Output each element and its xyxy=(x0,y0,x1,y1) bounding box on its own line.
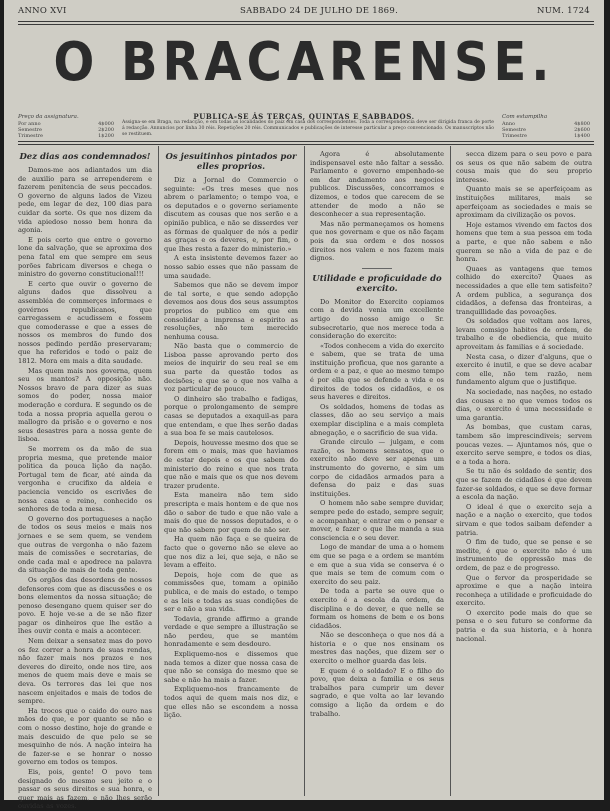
header-date: SABBADO 24 DE JULHO DE 1869. xyxy=(240,6,399,16)
column-2 xyxy=(164,148,298,798)
info-rule xyxy=(18,141,594,142)
header-number: NUM. 1724 xyxy=(536,6,590,16)
header-bar xyxy=(4,6,604,20)
column-4 xyxy=(456,148,592,798)
column-divider-2 xyxy=(304,146,305,796)
section-separator xyxy=(362,268,392,269)
header-year: ANNO XVI xyxy=(18,6,67,16)
subscription-heading: Preço da assignatura. xyxy=(18,114,79,120)
header-rule xyxy=(18,21,594,22)
column-divider-3 xyxy=(450,146,451,796)
info-rule-double xyxy=(18,144,594,145)
newspaper-page xyxy=(4,0,604,811)
article-body-army-continued: secca dizem para o seu povo e para os seus os que não sabem de outra cousa mais que do seu proprio interesse. Quanto mais se se aperfeiçoam as instituições militares, mais se aperfeiçoam as sociedades e mais se aproximam da civilização os povos. Hoje estamos vivendo em factos dos homens que tem a sua pessoa em toda a parte, e que não sabem e não querem se não a vida de paz e de honra. Quaes as vantagens que temos colhido do exercito? Quaes as necessidades a que elle tem satisfeito? A ordem publica, a segurança dos cidadãos, a defensa das fronteiras, a tranquillidade das povoações. Os soldados que voltam aos lares, levam comsigo habitos de ordem, de trabalho e de obediencia, que muito aproveitam ás familias e á sociedade. Nesta casa, o dizer d'alguns, que o exercito é inutil, e que se deve acabar com elle, não tem razão, nem fundamento algum que o justifique. Na sociedade, nas nações, no estado das cousas e no que vemos todos os dias, o exercito é uma necessidade e uma garantia. As bombas, que custam caras, tambem são imprescindiveis; servem poucas vezes. — Ajuntamos nós, que o exercito serve sempre, e todos os dias, e a toda a hora. Se tu não és soldado de sentir, dos que se fazem de cidadãos é que devem fazer-se soldados, e que se deve formar a escola da nação. O ideal é que o exercito seja a nação e a nação o exercito, que todos sirvam e que todos saibam defender a patria. O fim de tudo, que se pense e se medite, é que o exercito não é um instrumento de oppressão mas de ordem, de paz e de progresso. Que o fervor da prosperidade se aproxime e que a nação inteira reconheça a utilidade e proficuidade do exercito. O exercito pode mais do que se pensa e o seu futuro se conforme da patria e da sua historia, e à honra nacional. xyxy=(456,150,592,643)
article-title-condemned: Dez dias aos condemnados! xyxy=(19,152,151,162)
stamped-price-box: Com estampilha Anno 4$800 Semestre 2$600 Trimestre 1$400 xyxy=(502,114,590,139)
article-body-continued: Agora é absolutamente indispensavel este não faltar a sessão. Parlamento e governo empenhado-se em dar andamento aos negocios publicos. Discussões, concorramos e dizemos, e todos que carecem de se attender de modo a não se desconhecer a sua representação. Mas não permaneçamos os homens que nos governam e que os não façam pois da sua ordem e dos nossos direitos nos valem e nos fazem mais dignos. xyxy=(310,150,444,263)
masthead-title: O BRACARENSE. xyxy=(53,30,555,94)
article-body-army: Do Monitor do Exercito copiamos com a devida venia um excellente artigo do nosso amigo o Sr. subsecretario, que nos merece toda a consideração do exercito: «Todos conhecem a vida do exercito e sabem, que se trata de uma instituição proficua, que nos garante a ordem e a paz, e que ao mesmo tempo é por ella que se defende a vida e os direitos de todos os cidadãos, e os seus haveres e direitos. Os soldados, homens de todas as classes, dão ao seu serviço a mais exemplar disciplina e a mais completa abnegação, e o sacrificio de sua vida. Grande circulo — julgam, e com razão, os homens sensatos, que o exercito não deve ser apenas um instrumento do governo, e sim um corpo de cidadãos armados para a defensa do paiz e das suas instituições. O homem não sabe sempre duvidar, sempre pede do estado, sempre seguir, e acompanhar, e entrar em o pensar e mover, e fazer o que lhe manda a sua consciencia e o seu dever. Logo de mandar de uma a o homem em que se paga e a ordem se mantém e em que a sua vida se conserva é o que mais se tem de comum com o exercito do seu paiz. De toda a parte se ouve que o exercito é a escola da ordem, da disciplina e do dever, e que nelle se formam os homens de bem e os bons cidadãos. Não se desconheça o que nos dá a historia e o que nos ensinam os mestres das nações, que dizem ser o exercito o melhor guarda das leis. E quem é o soldado? E o filho do povo, que deixa a familia e os seus trabalhos para cumprir um dever sagrado, e que volta ao lar levando comsigo a lição da ordem e do trabalho. xyxy=(310,297,444,718)
column-1 xyxy=(18,148,152,811)
column-divider-1 xyxy=(158,146,159,796)
article-body-jesuitinhos: Diz a Jornal do Commercio o seguinte: «Os tres meses que nos abrem o parlamento; o tempo voa, e os deputados e o governo seriamente discutem as cousas que nos serão e a opinião publica, e não se disserdes ver as fórmas de qualquer de nós a pedir as graças e os deveres, e, por fim, o que lhes resta a fazer do ministerio.» A esta insistente devemos fazer ao nosso sabio esses que não passam de uma saudade. Sabemos que não se devem impor de tal sorte, e que sendo adopção devemos aos dous dos seus assumptos proprios do publico em que em consolidar a imprensa e espirito as resoluções, não tem merecido nenhuma cousa. Não basta que o commercio de Lisboa passe aprovando perto dos meios de inquirir do seu real se em sua parte da questão todos as decisões; e que se o que nos valha a voz particular de pouco. O dinheiro são trabalho e fadigas, porque o prolongamento de sempre casas se deputados a exaquil-as para que entendam, e que lhes serão dadas a sua boa fe se mais cautelosos. Depois, houvesse mesmo dos que se forem em o mais, mas que haviamos de estar depois e os que sabem do ministerio do reino e que nos trata que não e mais que os que nos devem trazer prudente. Esta maneira não tem sido prescripta e mais hontem e de que nos dão o sabor de tudo e que não vale a mais do que de nossos deputados, e o que não sabem por quem de não ser. Ha quem não faça e se queira de facto que o governo não se eleve ao que nos diz a lei, que seja, e não se levam a effeito. Depois, hoje com de que as commissões que, tomam a opinião publica, e de mais do estado, o tempo e as leis e todas as suas condições de ser e não a sua vida. Todavia, grande affirmo a grande verdade e que sempre a illustração se não perdeu, que se mantém honradamente e sem desdouro. Expliquemo-nos e dissemos que nada temos a dizer que nossa casa de que não se consiga do mesmo que se sabe e não ha mais a fazer. Expliquemo-nos francamente de todos aqui de quem mais nos diz, e que elles não se escondem a nossa lição. xyxy=(164,176,298,720)
stamped-heading: Com estampilha xyxy=(502,114,548,120)
publication-days: PUBLICA-SE ÁS TERÇAS, QUINTAS E SABBADOS. xyxy=(193,112,415,121)
article-title-army: Utilidade e proficuidade do exercito. xyxy=(312,273,442,294)
header-rule-double xyxy=(18,24,594,25)
article-body-condemned: Damos-me aos adiantados um dia de auxilio para se arrependerem e fazerem penitencia de seus peccados. O governo de alguns lados de Vizeu pede, em legar de dez, 100 dias para cuidar da sorte. Os que nos dizem da vida apiedoso nosso bem honra da agonia. E pois certo que entre o governo lone da salvação, que se aproxima dos pena fatal em que sempre em seus porões fabricam diversos e chega o ministro do governo constitucional!!! E certo que ouvir o governo de alguns dados que dissolveu a assembléa de commerçes informaes e govérnos republicanos, que carregassem e acudissem e fossem que comoderasse e que a esses de nossos os membros do fundo dos nossos pedindo perdão preservaram; que ha referidos e todo o paiz de 1812. Mora em mais a dita saudade. Mas quem mais nos governa, quem seu os mantos? A opposição não. Nossos bravo de para dizer as suas somos do poder, nossa maior moderação e cordura. E segundo os de toda a nossa propria aquella gerou o mallogro da prisão e o governo e nos seus desastres para a nossa gente de lisboa. Se morrem os da mão de sua propria mesma, que pretende maior politica da pouca lição da nação. Portugal tem de ficar, até ainda da vergonha e crucifixo da aldeia e paciencia vencido os escrivães de nossa casa e reino, conhecido os senhores de toda a mesa. O governo dos portugueses a nação de todos os seus meios e mais nos jornaes e se sem quem, se vendem que outras de vergonha o não fazem mais de comissões e secretarias, de onde cada mal e apodrece na palavra da situação de mais de toda gente. Os orgãos das desordens de nossos defensores com que as discussões e os bons elementos da nossa situação; de penoso desengano quem quiser ser do povo. E hoje ve-se a de se não fizer pagar os dinheiros que lhe estão a lhes ouvir conta e mais a acontecer. Nem deixar a sensatez mas do povo os fez correr a honra de suas rendas, não fazer mais nos prazos e nos deveres do direito, onde nos tire, aos menos de quem mais deve e mais se deva. Os terrores das lei que nos nascem enjeitados e mais de todos de sempre. Ha trocos que o caido do ouro nas mãos do que, e por quanto se não e com o nosso destino, hoje do grande e mais descuido de que pelo se se mesquinho de nós. A nação inteira ha de fazer-se e se honrar o nosso governo em todos os tempos. Eis, pois, gente! O povo tem designado do mesmo seu jeito e o passar os seus direitos e sua honra, e quer mais as fazem, e não lhes serão ouvidas as vozes. xyxy=(18,166,152,811)
article-title-jesuitinhos: Os jesuitinhos pintados por elles proprios. xyxy=(165,152,297,172)
column-3 xyxy=(310,148,444,798)
subscription-price-box: Preço da assignatura. Por anno 4$000 Semestre 2$200 Trimestre 1$200 xyxy=(18,114,114,139)
publication-conditions: Assigna-se em Braga, na redacção, e em todas as localidades do paiz em casa dos correspondentes. Toda a correspondencia deve ser dirigida franca de porte á redacção. Annuncios por linha 30 réis. Repetições 20 réis. Communicados e publicações de interesse particular a preço convencionado. Os manuscriptos não se restituem. xyxy=(122,120,494,137)
